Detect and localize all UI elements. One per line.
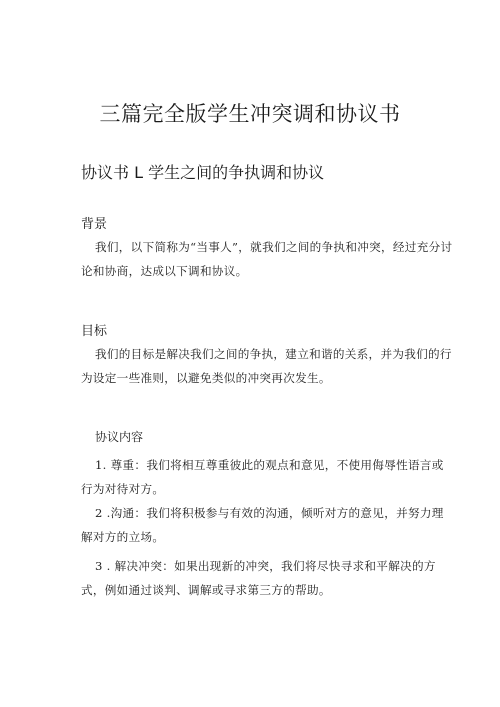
agreement-item-1: 1. 尊重：我们将相互尊重彼此的观点和意见，不使用侮辱性语言或行为对待对方。	[81, 458, 444, 496]
background-heading: 背景	[81, 217, 108, 232]
goal-heading: 目标	[81, 324, 108, 339]
background-paragraph: 我们，以下简称为“当事人”，就我们之间的争执和冲突，经过充分讨论和协商，达成以下调和协议。	[81, 240, 453, 278]
agreement-content-heading: 协议内容	[95, 430, 144, 444]
document-title: 三篇完全版学生冲突调和协议书	[99, 102, 401, 126]
agreement-item-2: 2 .沟通：我们将积极参与有效的沟通，倾听对方的意见，并努力理解对方的立场。	[81, 506, 444, 544]
agreement-item-3: 3 . 解决冲突：如果出现新的冲突，我们将尽快寻求和平解决的方式，例如通过谈判、调解或寻求第三方的帮助。	[81, 559, 436, 597]
agreement-subtitle: 协议书 L 学生之间的争执调和协议	[81, 163, 325, 182]
goal-paragraph: 我们的目标是解决我们之间的争执，建立和谐的关系，并为我们的行为设定一些准则，以避免类似的冲突再次发生。	[81, 347, 452, 385]
